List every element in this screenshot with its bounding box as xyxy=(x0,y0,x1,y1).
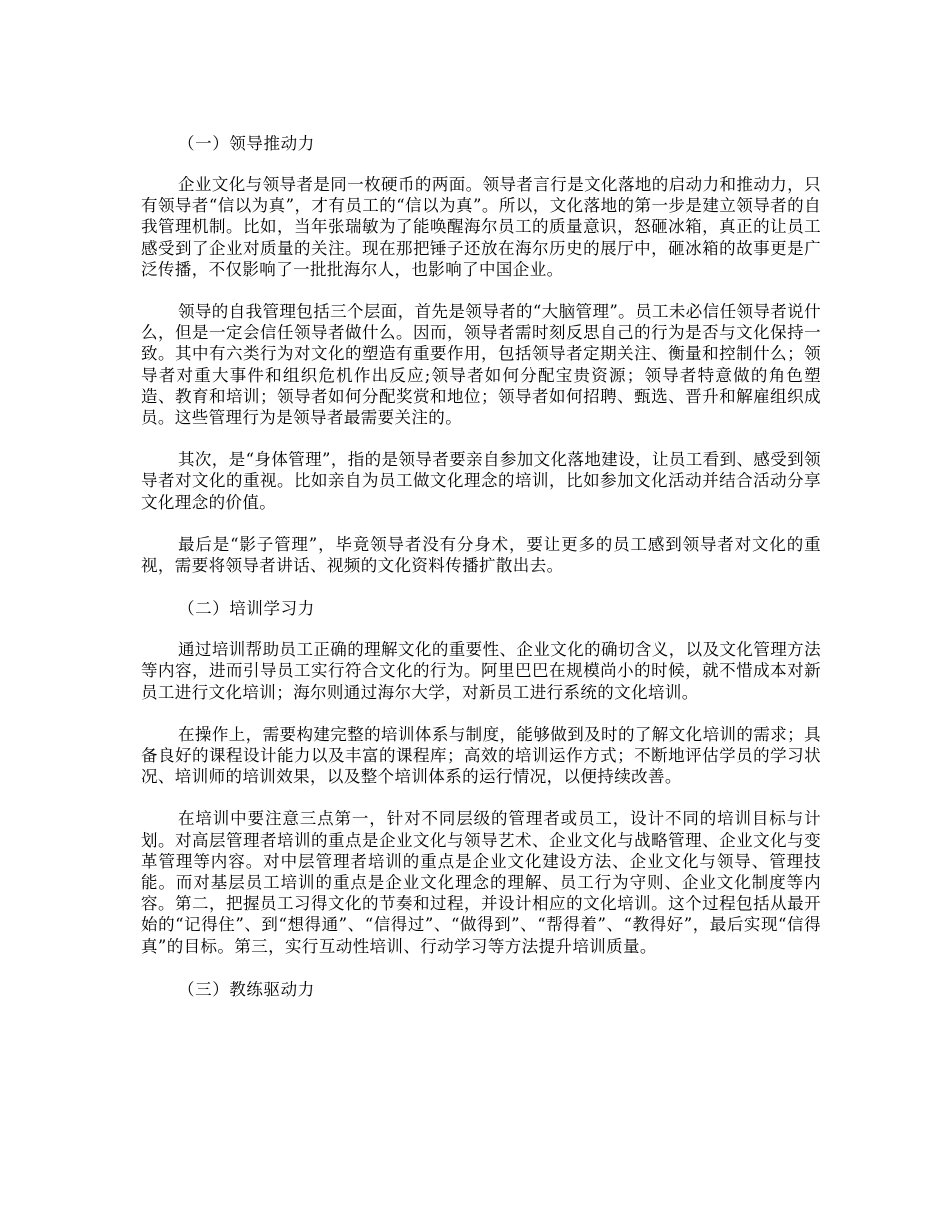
paragraph: 企业文化与领导者是同一枚硬币的两面。领导者言行是文化落地的启动力和推动力，只有领导者“信以为真”，才有员工的“信以为真”。所以，文化落地的第一步是建立领导者的自我管理机制。比如，当年张瑞敏为了能唤醒海尔员工的质量意识，怒砸冰箱，真正的让员工感受到了企业对质量的关注。现在那把锤子还放在海尔历史的展厅中，砸冰箱的故事更是广泛传播，不仅影响了一批批海尔人，也影响了中国企业。 xyxy=(141,175,821,279)
paragraph: 在培训中要注意三点第一，针对不同层级的管理者或员工，设计不同的培训目标与计划。对高层管理者培训的重点是企业文化与领导艺术、企业文化与战略管理、企业文化与变革管理等内容。对中层管理者培训的重点是企业文化建设方法、企业文化与领导、管理技能。而对基层员工培训的重点是企业文化理念的理解、员工行为守则、企业文化制度等内容。第二，把握员工习得文化的节奏和过程，并设计相应的文化培训。这个过程包括从最开始的“记得住”、到“想得通”、“信得过”、“做得到”、“帮得着”、“教得好”，最后实现“信得真”的目标。第三，实行互动性培训、行动学习等方法提升培训质量。 xyxy=(141,809,821,956)
paragraph: 其次，是“身体管理”，指的是领导者要亲自参加文化落地建设，让员工看到、感受到领导者对文化的重视。比如亲自为员工做文化理念的培训，比如参加文化活动并结合活动分享文化理念的价值。 xyxy=(141,450,821,512)
section-heading: （二）培训学习力 xyxy=(178,599,315,619)
document-page xyxy=(141,132,821,1020)
section-heading: （三）教练驱动力 xyxy=(178,979,315,999)
paragraph: 领导的自我管理包括三个层面，首先是领导者的“大脑管理”。员工未必信任领导者说什么，但是一定会信任领导者做什么。因而，领导者需时刻反思自己的行为是否与文化保持一致。其中有六类行为对文化的塑造有重要作用，包括领导者定期关注、衡量和控制什么；领导者对重大事件和组织危机作出反应;领导者如何分配宝贵资源；领导者特意做的角色塑造、教育和培训；领导者如何分配奖赏和地位；领导者如何招聘、甄选、晋升和解雇组织成员。这些管理行为是领导者最需要关注的。 xyxy=(141,302,821,428)
paragraph: 通过培训帮助员工正确的理解文化的重要性、企业文化的确切含义，以及文化管理方法等内容，进而引导员工实行符合文化的行为。阿里巴巴在规模尚小的时候，就不惜成本对新员工进行文化培训；海尔则通过海尔大学，对新员工进行系统的文化培训。 xyxy=(141,640,821,702)
section-heading: （一）领导推动力 xyxy=(178,134,315,153)
paragraph: 在操作上，需要构建完整的培训体系与制度，能够做到及时的了解文化培训的需求；具备良好的课程设计能力以及丰富的课程库；高效的培训运作方式；不断地评估学员的学习状况、培训师的培训效果，以及整个培训体系的运行情况，以便持续改善。 xyxy=(141,724,821,787)
paragraph: 最后是“影子管理”，毕竟领导者没有分身术，要让更多的员工感到领导者对文化的重视，需要将领导者讲话、视频的文化资料传播扩散出去。 xyxy=(141,534,821,576)
